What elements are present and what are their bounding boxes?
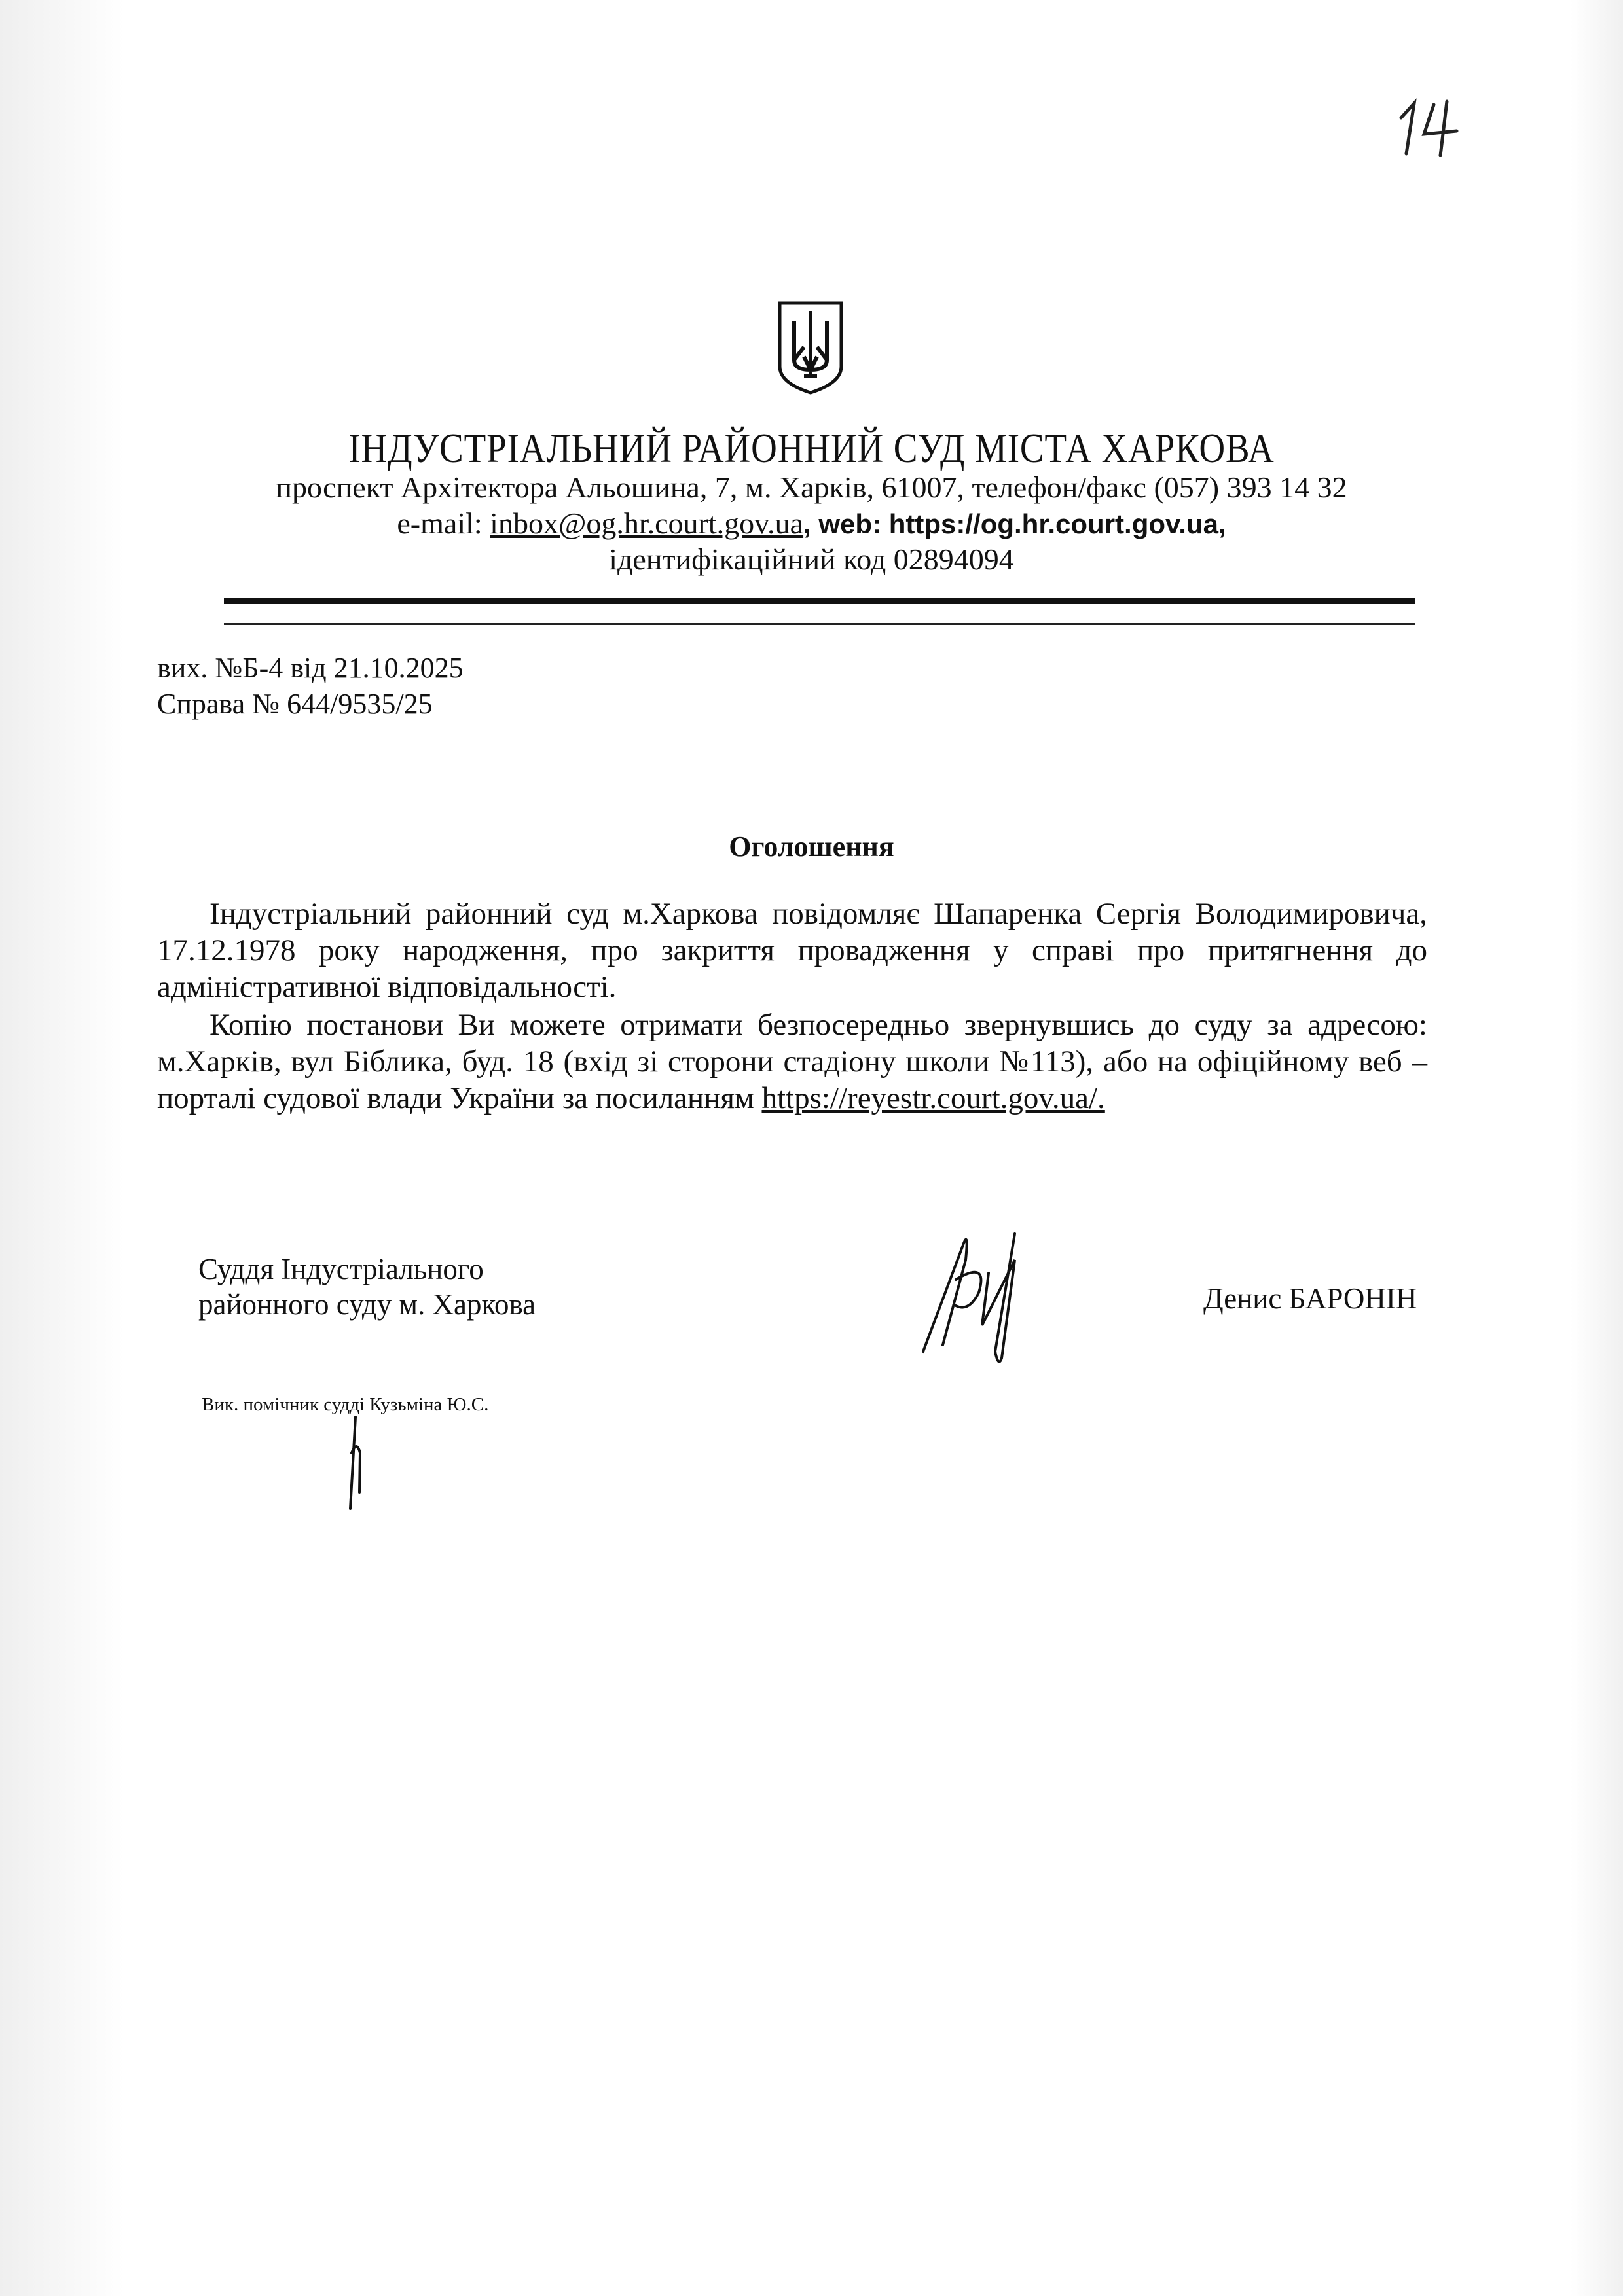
paragraph-line	[157, 1080, 1427, 1117]
identification-code: ідентифікаційний код 02894094	[609, 543, 1014, 576]
web-link[interactable]: https://og.hr.court.gov.ua,	[888, 509, 1226, 539]
paragraph-notice	[157, 895, 1427, 1005]
assistant-note: Вик. помічник судді Кузьміна Ю.С.	[202, 1394, 489, 1415]
paragraph-line: м.Харків, вул Біблика, буд. 18 (вхід зі сторони стадіону школи №113), або на офіційному веб –	[157, 1045, 1427, 1079]
paragraph-line: адміністративної відповідальності.	[157, 970, 617, 1004]
judge-name: Денис БАРОНІН	[1203, 1282, 1417, 1315]
handwritten-page-number	[1395, 98, 1473, 160]
email-link[interactable]: inbox@og.hr.court.gov.ua	[490, 507, 804, 540]
email-label: e-mail:	[397, 507, 490, 540]
judge-position-line1: Суддя Індустріального	[198, 1253, 484, 1285]
judge-position-line2: районного суду м. Харкова	[198, 1288, 536, 1321]
court-contacts	[0, 506, 1623, 541]
paragraph-line-text: порталі судової влади України за посиланням	[157, 1081, 762, 1115]
web-label: , web:	[803, 509, 889, 539]
court-name: ІНДУСТРІАЛЬНИЙ РАЙОННИЙ СУД МІСТА ХАРКОВА	[348, 425, 1275, 471]
court-address: проспект Архітектора Альошина, 7, м. Харків, 61007, телефон/факс (057) 393 14 32	[276, 471, 1347, 504]
paragraph-line: 17.12.1978 року народження, про закриття провадження у справі про притягнення до	[157, 933, 1427, 967]
document-heading: Оголошення	[729, 831, 894, 863]
registry-link[interactable]: https://reyestr.court.gov.ua/.	[761, 1081, 1105, 1115]
paragraph-line: Копію постанови Ви можете отримати безпосередньо звернувшись до суду за адресою:	[210, 1008, 1427, 1042]
scan-shadow	[0, 0, 124, 2296]
header-divider-thin	[224, 623, 1415, 625]
outgoing-number: вих. №Б-4 від 21.10.2025	[157, 652, 464, 684]
ukraine-coat-of-arms-icon	[775, 298, 847, 399]
case-number: Справа № 644/9535/25	[157, 688, 433, 720]
paragraph-line: Індустріальний районний суд м.Харкова повідомляє Шапаренка Сергія Володимировича,	[210, 897, 1427, 931]
paragraph-instructions	[157, 1007, 1427, 1117]
scan-edge	[1571, 0, 1623, 2296]
assistant-signature	[344, 1414, 370, 1515]
header-divider-thick	[224, 598, 1415, 604]
judge-position	[198, 1251, 536, 1322]
judge-signature	[917, 1221, 1067, 1368]
